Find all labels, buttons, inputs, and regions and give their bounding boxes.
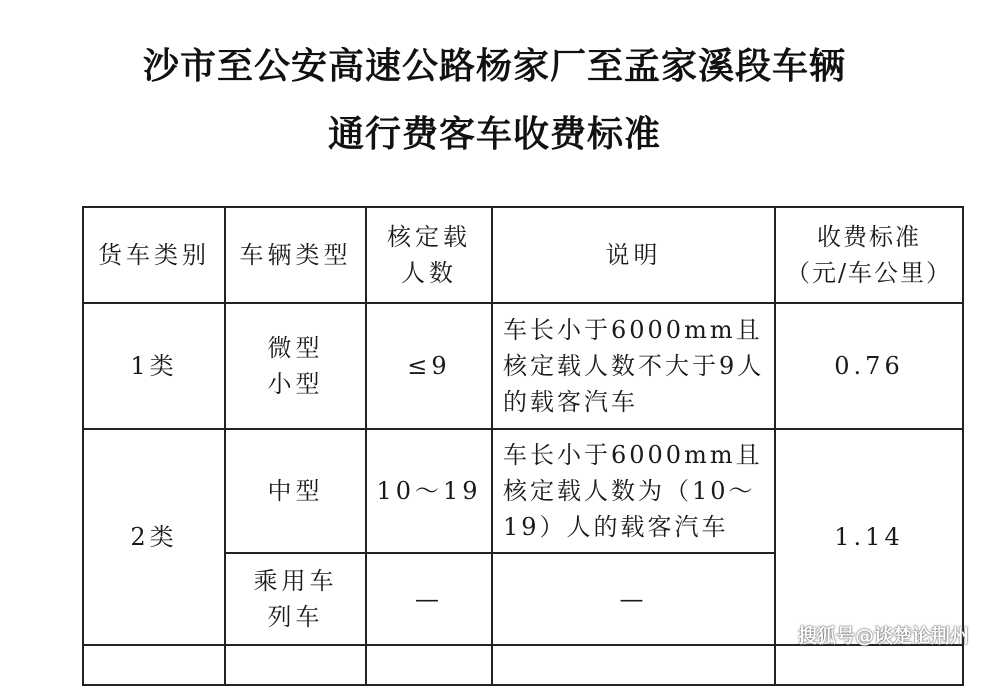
table-row [83, 429, 963, 553]
row3-description: — [492, 553, 775, 645]
document-title-line1: 沙市至公安高速公路杨家厂至孟家溪段车辆 [142, 46, 846, 87]
header-description: 说明 [492, 207, 775, 303]
table-row-partial [83, 645, 963, 685]
header-vehicle-type: 车辆类型 [225, 207, 366, 303]
row2-vehicle-type: 中型 [225, 429, 366, 553]
header-category: 货车类别 [83, 207, 225, 303]
document-title-line2: 通行费客车收费标准 [327, 114, 661, 155]
row2-capacity: 10～19 [366, 429, 492, 553]
row3-capacity: — [366, 553, 492, 645]
fee-table [82, 206, 964, 686]
row2-category: 2类 [83, 429, 225, 645]
table-row [83, 303, 963, 429]
row1-category: 1类 [83, 303, 225, 429]
row1-description: 车长小于6000mm且核定载人数不大于9人的载客汽车 [492, 303, 775, 429]
header-rate: 收费标准 （元/车公里） [775, 207, 963, 303]
table-header-row [83, 207, 963, 303]
row2-rate: 1.14 [775, 429, 963, 645]
row2-description: 车长小于6000mm且核定载人数为（10～19）人的载客汽车 [492, 429, 775, 553]
row1-rate: 0.76 [775, 303, 963, 429]
row1-vehicle-type: 微型 小型 [225, 303, 366, 429]
watermark: 搜狐号@谈楚论荆州 [797, 625, 969, 647]
row1-capacity: ≤9 [366, 303, 492, 429]
header-capacity: 核定载 人数 [366, 207, 492, 303]
row3-vehicle-type: 乘用车 列车 [225, 553, 366, 645]
